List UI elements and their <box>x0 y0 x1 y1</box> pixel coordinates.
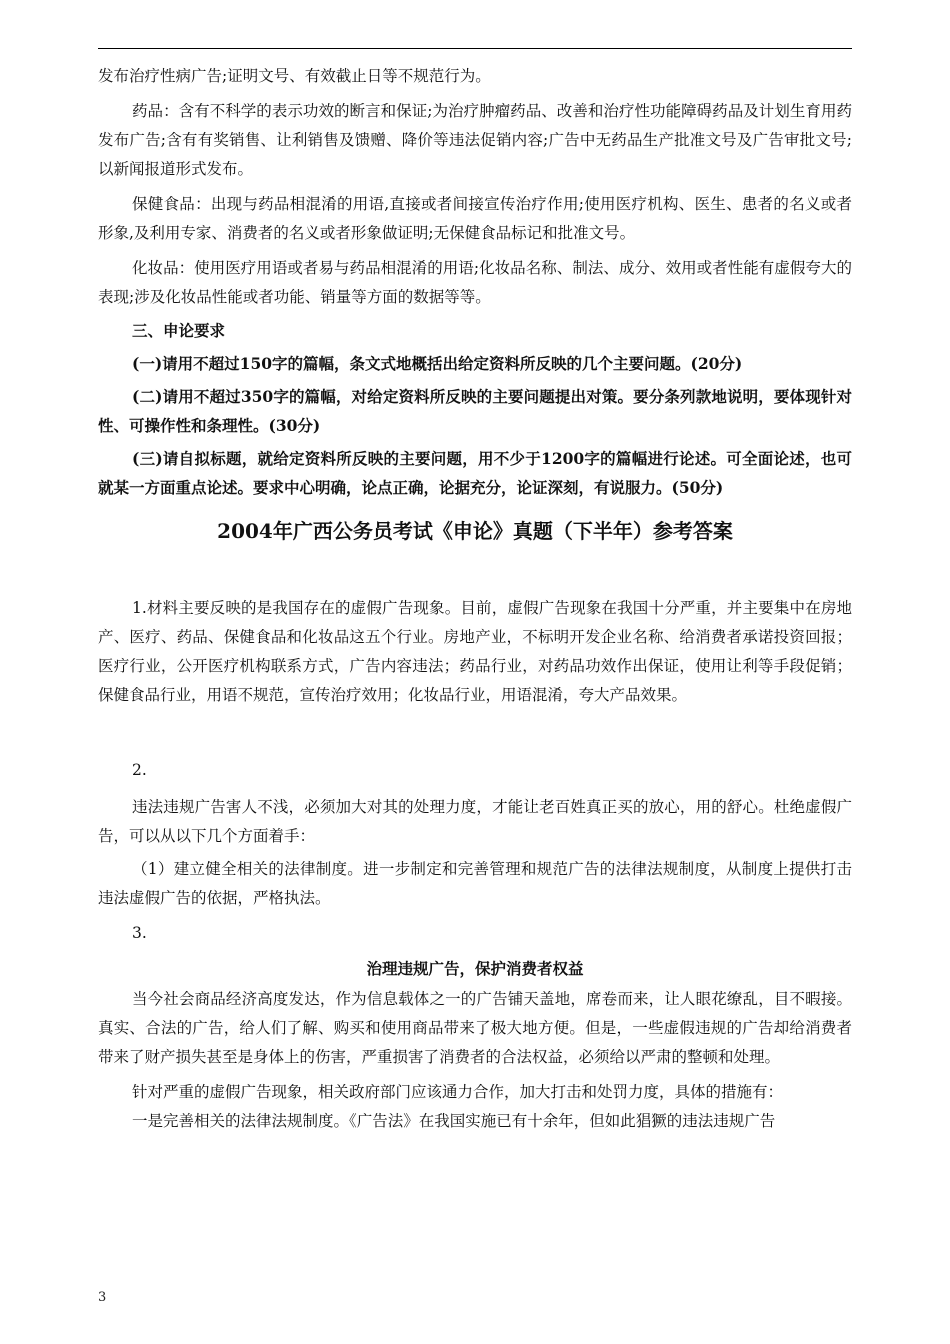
essay-title: 治理违规广告，保护消费者权益 <box>366 959 584 978</box>
answer-2-intro: 违法违规广告害人不浅，必须加大对其的处理力度，才能让老百姓真正买的放心，用的舒心。杜绝虚假广告，可以从以下几个方面着手： <box>98 798 852 845</box>
essay-paragraph-3: 一是完善相关的法律法规制度。《广告法》在我国实施已有十余年，但如此猖獗的违法违规广告 <box>132 1112 776 1130</box>
answer-title: 2004年广西公务员考试《申论》真题（下半年）参考答案 <box>217 519 733 543</box>
answer-2-item-1: （1）建立健全相关的法律制度。进一步制定和完善管理和规范广告的法律法规制度，从制度上提供打击违法虚假广告的依据，严格执法。 <box>98 860 852 907</box>
answer-2-label: 2. <box>132 761 147 779</box>
question-1: (一)请用不超过150字的篇幅，条文式地概括出给定资料所反映的几个主要问题。(20分) <box>132 354 743 373</box>
page-number: 3 <box>98 1290 107 1305</box>
answer-1: 1.材料主要反映的是我国存在的虚假广告现象。目前，虚假广告现象在我国十分严重，并主要集中在房地产、医疗、药品、保健食品和化妆品这五个行业。房地产业，不标明开发企业名称、给消费者承诺投资回报；医疗行业，公开医疗机构联系方式，广告内容违法；药品行业，对药品功效作出保证，使用让利等手段促销；保健食品行业，用语不规范，宣传治疗效用；化妆品行业，用语混淆，夸大产品效果。 <box>98 599 852 704</box>
essay-paragraph-2: 针对严重的虚假广告现象，相关政府部门应该通力合作，加大打击和处罚力度，具体的措施有： <box>132 1083 784 1101</box>
header-rule <box>98 48 852 49</box>
section-heading-requirements: 三、申论要求 <box>132 321 226 340</box>
question-2: (二)请用不超过350字的篇幅，对给定资料所反映的主要问题提出对策。要分条列款地说明，要体现针对性、可操作性和条理性。(30分) <box>98 387 852 435</box>
question-3: (三)请自拟标题，就给定资料所反映的主要问题，用不少于1200字的篇幅进行论述。可全面论述，也可就某一方面重点论述。要求中心明确，论点正确，论据充分，论证深刻，有说服力。(50分) <box>98 449 852 497</box>
document-body <box>98 62 852 1136</box>
paragraph-cosmetics: 化妆品：使用医疗用语或者易与药品相混淆的用语;化妆品名称、制法、成分、效用或者性能有虚假夸大的表现;涉及化妆品性能或者功能、销量等方面的数据等等。 <box>98 259 852 306</box>
answer-3-label: 3. <box>132 924 147 942</box>
paragraph-drugs: 药品：含有不科学的表示功效的断言和保证;为治疗肿瘤药品、改善和治疗性功能障碍药品及计划生育用药发布广告;含有有奖销售、让利销售及馈赠、降价等违法促销内容;广告中无药品生产批准文号及广告审批文号;以新闻报道形式发布。 <box>98 102 852 178</box>
paragraph-continuation: 发布治疗性病广告;证明文号、有效截止日等不规范行为。 <box>98 67 491 85</box>
essay-paragraph-1: 当今社会商品经济高度发达，作为信息载体之一的广告铺天盖地，席卷而来，让人眼花缭乱，目不暇接。真实、合法的广告，给人们了解、购买和使用商品带来了极大地方便。但是，一些虚假违规的广告却给消费者带来了财产损失甚至是身体上的伤害，严重损害了消费者的合法权益，必须给以严肃的整顿和处理。 <box>98 990 852 1066</box>
paragraph-health-food: 保健食品：出现与药品相混淆的用语,直接或者间接宣传治疗作用;使用医疗机构、医生、患者的名义或者形象,及利用专家、消费者的名义或者形象做证明;无保健食品标记和批准文号。 <box>98 195 852 242</box>
